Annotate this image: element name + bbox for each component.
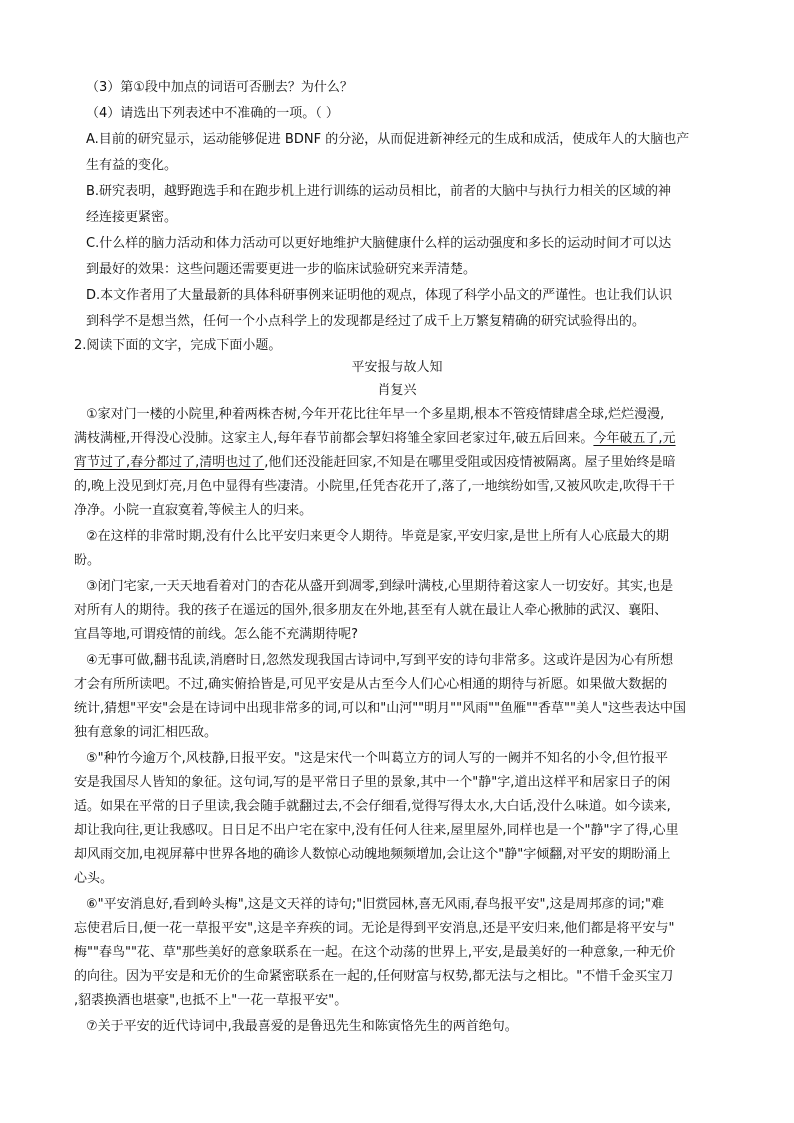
p1-line-1: ①家对门一楼的小院里,种着两株杏树,今年开花比往年早一个多星期,根本不管疫情肆虐全球,烂烂漫漫,	[86, 407, 665, 422]
p4-line-4: 独有意象的词汇相匹敌。	[74, 725, 218, 740]
question-3: （3）第①段中加点的词语可否删去？为什么？	[86, 80, 353, 95]
p5-line-5: 却风雨交加,电视屏幕中世界各地的确诊人数惊心动魄地频频增加,会让这个"静"字倾翻,对平安的期盼涌上	[74, 847, 671, 862]
p1-line-3-text: ,他们还没能赶回家,不知是在哪里受阻或因疫情被隔离。屋子里始终是暗	[264, 455, 676, 470]
option-b-line-1: B.研究表明，越野跑选手和在跑步机上进行训练的运动员相比，前者的大脑中与执行力相关的区域的神	[86, 184, 672, 199]
p3-line-1: ③闭门宅家,一天天地看着对门的杏花从盛开到凋零,到绿叶满枝,心里期待着这家人一切安好。其实,也是	[86, 579, 674, 594]
p1-line-2-text: 满枝满桠,开得没心没肺。这家主人,每年春节前都会挈妇将雏全家回老家过年,破五后回来。	[74, 431, 594, 446]
p3-line-3: 宜昌等地,可谓疫情的前线。怎么能不充满期待呢?	[74, 627, 359, 642]
question-2-instruction: 2.阅读下面的文字，完成下面小题。	[74, 338, 282, 353]
p2-line-1: ②在这样的非常时期,没有什么比平安归来更令人期待。毕竟是家,平安归家,是世上所有人心底最大的期	[86, 529, 670, 544]
p1-line-2	[74, 428, 676, 450]
p1-line-5: 净净。小院一直寂寞着,等候主人的归来。	[74, 503, 313, 518]
p1-line-3	[74, 452, 676, 474]
p1-line-4: 的,晚上没见到灯亮,月色中显得有些凄清。小院里,任凭杏花开了,落了,一地缤纷如雪,又被风吹走,吹得干干	[74, 479, 675, 494]
option-b-line-2: 经连接更紧密。	[86, 210, 178, 225]
p2-line-2: 盼。	[74, 553, 101, 568]
p1-underlined-phrase-start: 今年破五了,元	[593, 431, 676, 446]
question-4: （4）请选出下列表述中不准确的一项。（ ）	[86, 106, 339, 121]
p4-line-1: ④无事可做,翻书乱读,消磨时日,忽然发现我国古诗词中,写到平安的诗句非常多。这或许是因为心有所想	[86, 653, 674, 668]
p5-line-6: 心头。	[74, 871, 114, 886]
option-c-line-1: C.什么样的脑力活动和体力活动可以更好地维护大脑健康什么样的运动强度和多长的运动时间才可以达	[86, 236, 672, 251]
option-d-line-1: D.本文作者用了大量最新的具体科研事例来证明他的观点，体现了科学小品文的严谨性。也让我们认识	[86, 288, 673, 303]
p5-line-2: 安是我国尽人皆知的象征。这句词,写的是平常日子里的景象,其中一个"静"字,道出这样平和居家日子的闲	[74, 775, 671, 790]
article-author: 肖复兴	[377, 383, 417, 398]
p6-line-4: 的向往。因为平安是和无价的生命紧密联系在一起的,任何财富与权势,都无法与之相比。"不惜千金买宝刀	[74, 969, 674, 984]
p4-line-3: 统计,猜想"平安"会是在诗词中出现非常多的词,可以和"山河""明月""风雨""鱼雁""香草""美人"这些表达中国	[74, 701, 686, 716]
p7-line-1: ⑦关于平安的近代诗词中,我最喜爱的是鲁迅先生和陈寅恪先生的两首绝句。	[86, 1019, 518, 1034]
p4-line-2: 才会有所所读吧。不过,确实俯拾皆是,可见平安是从古至今人们心心相通的期待与祈愿。如果做大数据的	[74, 677, 668, 692]
p5-line-3: 适。如果在平常的日子里读,我会随手就翻过去,不会仔细看,觉得写得太水,大白话,没什么味道。如今读来,	[74, 799, 671, 814]
p1-underlined-phrase-end: 宵节过了,春分都过了,清明也过了	[74, 455, 265, 470]
p6-line-5: ,貂裘换酒也堪豪",也抵不上"一花一草报平安"。	[74, 993, 348, 1008]
option-d-line-2: 到科学不是想当然，任何一个小点科学上的发现都是经过了成千上万繁复精确的研究试验得出的。	[86, 314, 646, 329]
p5-line-1: ⑤"种竹今逾万个,风枝静,日报平安。"这是宋代一个叫葛立方的词人写的一阙并不知名的小令,但竹报平	[86, 751, 669, 766]
option-c-line-2: 到最好的效果：这些问题还需要更进一步的临床试验研究来弄清楚。	[86, 262, 477, 277]
p6-line-1: ⑥"平安消息好,看到岭头梅",这是文天祥的诗句;"旧赏园林,喜无风雨,春鸟报平安",这是周邦彦的词;"难	[86, 897, 664, 912]
article-title: 平安报与故人知	[351, 360, 443, 375]
p6-line-3: 梅""春鸟""花、草"那些美好的意象联系在一起。在这个动荡的世界上,平安,是最美好的一种意象,一种无价	[74, 945, 676, 960]
p3-line-2: 对所有人的期待。我的孩子在遥远的国外,很多朋友在外地,甚至有人就在最让人牵心揪肺的武汉、襄阳、	[74, 603, 668, 618]
option-a-line-2: 生有益的变化。	[86, 158, 178, 173]
option-a-line-1: A.目前的研究显示，运动能够促进 BDNF 的分泌，从而促进新神经元的生成和成活，使成年人的大脑也产	[86, 132, 690, 147]
p6-line-2: 忘使君后日,便一花一草报平安",这是辛弃疾的词。无论是得到平安消息,还是平安归来,他们都是将平安与"	[74, 921, 675, 936]
p5-line-4: 却让我向往,更让我感叹。日日足不出户宅在家中,没有任何人往来,屋里屋外,同样也是一个"静"字了得,心里	[74, 823, 679, 838]
